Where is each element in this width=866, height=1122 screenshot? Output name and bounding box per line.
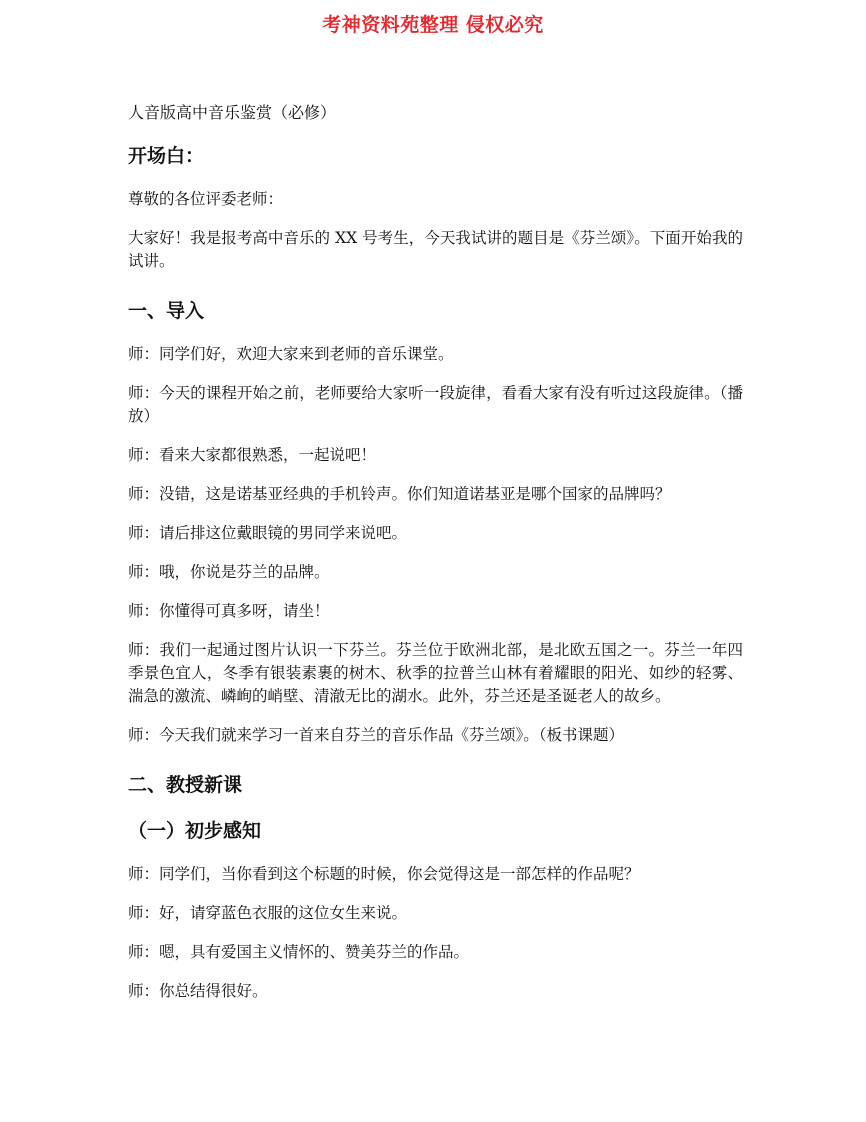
dialogue-line: 师：哦，你说是芬兰的品牌。 <box>128 563 330 581</box>
dialogue-line: 师：你总结得很好。 <box>128 982 268 1000</box>
intro-paragraph: 大家好！我是报考高中音乐的 XX 号考生，今天我试讲的题目是《芬兰颂》。下面开始我的试讲。 <box>128 229 743 270</box>
dialogue-line: 师：嗯，具有爱国主义情怀的、赞美芬兰的作品。 <box>128 943 470 961</box>
dialogue-line: 师：请后排这位戴眼镜的男同学来说吧。 <box>128 524 408 542</box>
document-body <box>128 100 743 1019</box>
opening-heading: 开场白： <box>128 145 205 167</box>
dialogue-line: 师：今天我们就来学习一首来自芬兰的音乐作品《芬兰颂》。（板书课题） <box>128 726 625 744</box>
dialogue-line: 师：你懂得可真多呀，请坐！ <box>128 602 330 620</box>
dialogue-line: 师：没错，这是诺基亚经典的手机铃声。你们知道诺基亚是哪个国家的品牌吗？ <box>128 485 671 503</box>
watermark-header: 考神资料苑整理 侵权必究 <box>322 14 544 36</box>
greeting-paragraph: 尊敬的各位评委老师： <box>128 190 284 208</box>
document-subtitle: 人音版高中音乐鉴赏（必修） <box>128 103 337 122</box>
dialogue-line: 师：同学们，当你看到这个标题的时候，你会觉得这是一部怎样的作品呢？ <box>128 865 640 883</box>
section-heading-new-lesson: 二、教授新课 <box>128 774 243 796</box>
dialogue-line: 师：我们一起通过图片认识一下芬兰。芬兰位于欧洲北部，是北欧五国之一。芬兰一年四季景色宜人，冬季有银装素裹的树木、秋季的拉普兰山林有着耀眼的阳光、如纱的轻雾、湍急的激流、嶙峋的峭壁、清澈无比的湖水。此外，芬兰还是圣诞老人的故乡。 <box>128 641 743 705</box>
dialogue-line: 师：同学们好，欢迎大家来到老师的音乐课堂。 <box>128 345 454 363</box>
subsection-heading-perception: （一）初步感知 <box>128 820 262 842</box>
dialogue-line: 师：今天的课程开始之前，老师要给大家听一段旋律，看看大家有没有听过这段旋律。（播放） <box>128 384 743 425</box>
section-heading-intro: 一、导入 <box>128 300 205 322</box>
dialogue-line: 师：看来大家都很熟悉，一起说吧！ <box>128 446 377 464</box>
dialogue-line: 师：好，请穿蓝色衣服的这位女生来说。 <box>128 904 408 922</box>
